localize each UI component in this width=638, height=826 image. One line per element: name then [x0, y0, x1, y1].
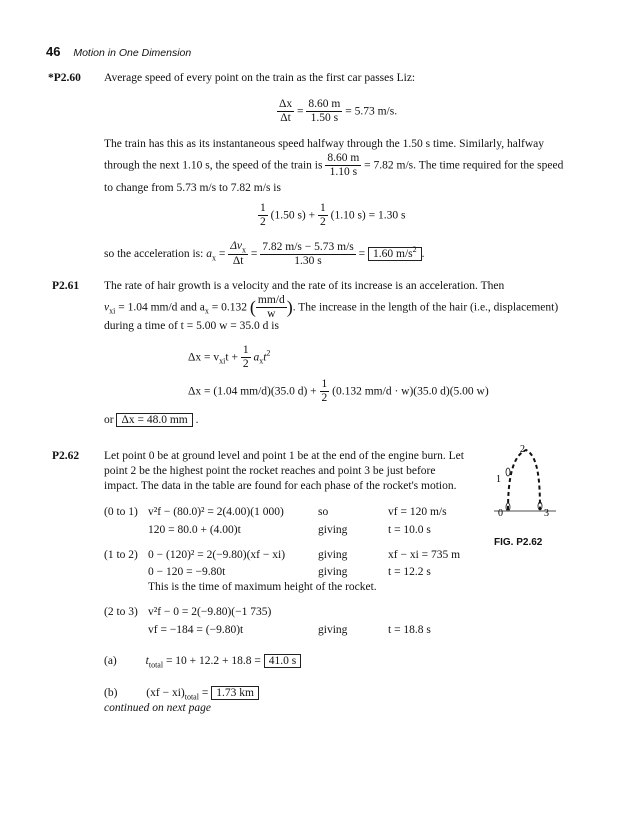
p261-answer-box: Δx = 48.0 mm [116, 413, 192, 427]
p261-line2-c: = 0.132 [211, 301, 247, 314]
p262-part-b-eqsign: = [201, 687, 209, 699]
p262-part-b-answer: 1.73 km [211, 686, 259, 700]
p260-text2c: to change from 5.73 m/s to 7.82 m/s is [104, 182, 281, 194]
figure-caption: FIG. P2.62 [494, 537, 543, 548]
p260-accel-den: Δt [232, 255, 244, 268]
p261-line2-v: v [104, 301, 110, 314]
fig-label-0: 0 [498, 508, 503, 519]
p262-part-a-answer: 41.0 s [264, 654, 301, 668]
p261-eq1-rhs2: t [263, 351, 267, 364]
p261-line2-frac-den: w [267, 308, 276, 321]
problem-label-p260: *P2.60 [48, 72, 81, 84]
p261-eq2-half-den: 2 [321, 392, 328, 405]
p260-accel-answer-box [368, 247, 422, 261]
problem-label-p261: P2.61 [52, 280, 80, 292]
p261-eq1-lhs: Δx = v [188, 351, 220, 364]
page-number: 46 [46, 44, 61, 59]
p262-continued: continued on next page [104, 702, 211, 714]
p262-max-height-note: This is the time of maximum height of the rocket. [148, 581, 377, 593]
p262-row3-result: t = 12.2 s [388, 566, 431, 578]
p262-row1-result: t = 10.0 s [388, 524, 431, 536]
p260-accel-exp: 2 [412, 245, 417, 255]
p260-eq2-term2: (1.10 s) = 1.30 s [330, 209, 406, 222]
p262-row0-phase: (0 to 1) [104, 506, 138, 518]
p260-text2b-post: = 7.82 m/s. The time required for the speed [364, 159, 564, 172]
p260-eq2-half-den2: 2 [320, 216, 326, 229]
p262-part-b-label: (b) [104, 687, 118, 699]
p262-part-a-sub: total [148, 660, 164, 670]
p261-line2-b: = 1.04 mm/d and a [118, 301, 205, 314]
fig-label-3: 3 [544, 508, 549, 519]
p262-row0-result: vf = 120 m/s [388, 506, 447, 518]
p260-accel-ax: a [206, 247, 212, 260]
p260-eq1-num: Δx [277, 98, 294, 112]
p260-text2b-pre: through the next 1.10 s, the speed of the train is [104, 159, 323, 172]
p260-text2b-num: 8.60 m [325, 152, 361, 166]
p262-row2-word: giving [318, 549, 348, 561]
p261-line3: during a time of t = 5.00 w = 35.0 d is [104, 320, 279, 332]
p261-line2: $v_{xi} = 1.04$ mm/d and $a_x = 0.132$ ( $\frac{mm/d}{w}$ ). The increase in the length of the hair (i.e., displacement) [104, 294, 559, 321]
p260-eq1-den: Δt [280, 112, 291, 125]
p261-eq2-rhs: (0.132 mm/d · w)(35.0 d)(5.00 w) [332, 385, 489, 398]
p262-row5-result: t = 18.8 s [388, 624, 431, 636]
p261-line2-frac-num: mm/d [256, 294, 287, 308]
p262-part-b-sub: total [184, 692, 199, 702]
p260-intro: Average speed of every point on the train as the first car passes Liz: [104, 72, 416, 84]
p262-row0-word: so [318, 506, 329, 518]
p261-answer-pre: or [104, 414, 114, 426]
p262-row2-phase: (1 to 2) [104, 549, 138, 561]
p260-accel-num: $\Delta v_x$ [230, 240, 247, 255]
p260-accel-ax-sub: x [211, 253, 216, 263]
p260-text2a: The train has this as its instantaneous speed halfway through the 1.50 s time. Similarly, halfway [104, 138, 544, 150]
p262-part-a [104, 655, 301, 669]
p261-eq2-half-num: 1 [320, 378, 330, 392]
p260-accel: so the acceleration is: $a_x$ = $\frac{\Delta v_x}{\Delta t}$ = $\frac{7.82 m/s - 5.73 m/s}{1.30 s}$ = 1.60 $m/s^2$ . [104, 240, 425, 268]
problem-label-p262: P2.62 [52, 450, 80, 462]
p260-eq2 [258, 202, 405, 229]
p262-row1-eq: 120 = 80.0 + (4.00)t [148, 524, 241, 536]
p262-part-a-t: t [145, 655, 149, 667]
p262-part-b-eq: (xf − xi) [146, 687, 185, 699]
p261-eq2-lhs: Δx = (1.04 mm/d)(35.0 d) + [188, 385, 317, 398]
p260-eq2-term1: (1.50 s) + [270, 209, 316, 222]
p261-line1: The rate of hair growth is a velocity and the rate of its increase is an acceleration. Then [104, 280, 505, 292]
p260-eq2-half-num2: 1 [318, 202, 328, 216]
p260-eq1-mid-num: 8.60 m [306, 98, 342, 112]
p261-eq1-rhs: a [253, 351, 260, 364]
rocket-trajectory-figure [486, 440, 566, 520]
p260-eq1-mid-den: 1.50 s [310, 112, 339, 125]
fig-label-1: 1 [496, 474, 501, 485]
p260-accel-result: 1.60 m/s [373, 247, 413, 260]
p261-eq1-half-den: 2 [242, 358, 249, 371]
p262-row5-eq: vf = −184 = (−9.80)t [148, 624, 244, 636]
p262-intro2: point 2 be the highest point the rocket reaches and point 3 be just before [104, 465, 436, 477]
p262-intro1: Let point 0 be at ground level and point 1 be at the end of the engine burn. Let [104, 450, 464, 462]
p260-eq1-result: = 5.73 m/s. [345, 105, 398, 118]
p261-line2-d: . The increase in the length of the hair (i.e., displacement) [292, 301, 559, 314]
p260-accel-mid-den: 1.30 s [294, 254, 322, 267]
p262-row3-eq: 0 − 120 = −9.80t [148, 566, 226, 578]
rocket-point-1 [506, 468, 510, 476]
p260-eq2-half-den: 2 [260, 216, 266, 229]
p262-row4-eq: v²f − 0 = 2(−9.80)(−1 735) [148, 606, 272, 618]
fig-label-2: 2 [520, 444, 525, 455]
p260-accel-pre: so the acceleration is: [104, 247, 204, 260]
p262-row3-word: giving [318, 566, 348, 578]
p262-row2-eq: 0 − (120)² = 2(−9.80)(xf − xi) [148, 549, 286, 561]
p261-eq1-half-num: 1 [241, 344, 251, 358]
p262-part-b [104, 687, 259, 701]
p261-eq2 [188, 378, 489, 405]
p262-row0-eq: v²f − (80.0)² = 2(4.00)(1 000) [148, 506, 284, 518]
p261-answer-post: . [195, 414, 199, 426]
p260-eq2-half-num: 1 [258, 202, 268, 216]
p261-answer [104, 414, 199, 426]
p262-part-a-label: (a) [104, 655, 117, 667]
p260-accel-mid-num: 7.82 m/s − 5.73 m/s [260, 241, 355, 255]
trajectory-dashed-path [508, 450, 540, 510]
p260-text2b-den: 1.10 s [329, 166, 358, 179]
p262-part-a-sum: = 10 + 12.2 + 18.8 = [165, 655, 261, 667]
page-header [46, 44, 191, 59]
p262-row4-phase: (2 to 3) [104, 606, 138, 618]
p260-eq1: $\frac{\Delta x}{\Delta t}$ = $\frac{8.60 m}{1.50 s}$ = 5.73 m/s. [279, 98, 398, 125]
p262-row2-result: xf − xi = 735 m [388, 549, 461, 561]
p261-eq1-mid: t + [225, 351, 238, 364]
p262-row1-word: giving [318, 524, 348, 536]
p261-eq1: $\Delta x = v_{xi}t$ + $\frac{1}{2}$ $a_xt^2$ [188, 344, 271, 371]
p262-row5-word: giving [318, 624, 348, 636]
p260-text2b [104, 152, 563, 179]
chapter-title: Motion in One Dimension [73, 47, 192, 59]
p262-intro3: impact. The data in the table are found for each phase of the rocket's motion. [104, 480, 457, 492]
